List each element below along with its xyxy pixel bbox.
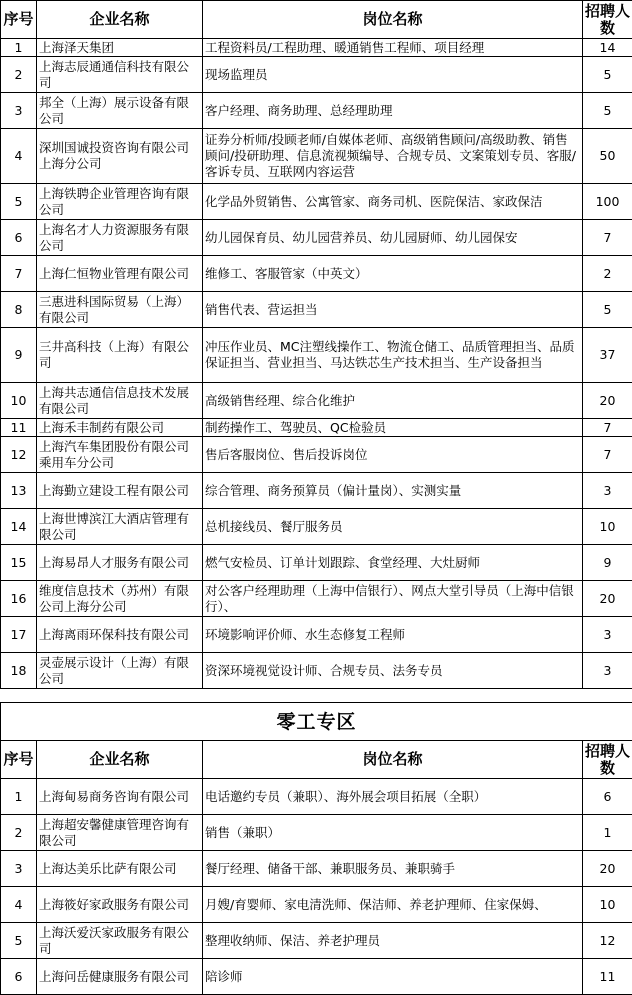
row-positions: 冲压作业员、MC注塑线操作工、物流仓储工、品质管理担当、品质保证担当、营业担当、马达铁芯生产技术担当、生产设备担当 <box>203 328 583 383</box>
row-positions: 现场监理员 <box>203 57 583 93</box>
header-seq: 序号 <box>1 1 37 39</box>
row-count: 6 <box>583 779 632 815</box>
table-row <box>1 419 632 437</box>
table-row <box>1 129 632 184</box>
gig-header-company: 企业名称 <box>37 741 203 779</box>
gig-table-header-row <box>1 741 632 779</box>
row-count: 7 <box>583 437 632 473</box>
section-title-row <box>1 703 632 741</box>
row-count: 7 <box>583 220 632 256</box>
row-seq: 4 <box>1 887 37 923</box>
row-positions: 销售（兼职） <box>203 815 583 851</box>
row-count: 2 <box>583 256 632 292</box>
row-count: 3 <box>583 617 632 653</box>
table-row <box>1 93 632 129</box>
table-row <box>1 39 632 57</box>
gig-header-position: 岗位名称 <box>203 741 583 779</box>
row-company: 灵壶展示设计（上海）有限公司 <box>37 653 203 689</box>
row-count: 11 <box>583 959 632 995</box>
row-positions: 对公客户经理助理（上海中信银行）、网点大堂引导员（上海中信银行）、 <box>203 581 583 617</box>
section-title: 零工专区 <box>1 703 632 741</box>
row-count: 1 <box>583 815 632 851</box>
table-row <box>1 184 632 220</box>
table-row <box>1 383 632 419</box>
row-company: 上海问岳健康服务有限公司 <box>37 959 203 995</box>
header-position: 岗位名称 <box>203 1 583 39</box>
row-positions: 工程资料员/工程助理、暖通销售工程师、项目经理 <box>203 39 583 57</box>
row-seq: 6 <box>1 959 37 995</box>
section-spacer <box>1 689 632 703</box>
row-company: 上海铁聘企业管理咨询有限公司 <box>37 184 203 220</box>
row-positions: 综合管理、商务预算员（偏计量岗）、实测实量 <box>203 473 583 509</box>
table-row <box>1 509 632 545</box>
row-company: 上海志辰通通信科技有限公司 <box>37 57 203 93</box>
row-count: 20 <box>583 383 632 419</box>
row-company: 上海沃爱沃家政服务有限公司 <box>37 923 203 959</box>
row-seq: 8 <box>1 292 37 328</box>
row-company: 三惠进科国际贸易（上海）有限公司 <box>37 292 203 328</box>
table-row <box>1 887 632 923</box>
header-count: 招聘人数 <box>583 1 632 39</box>
row-company: 上海达美乐比萨有限公司 <box>37 851 203 887</box>
row-count: 12 <box>583 923 632 959</box>
row-count: 3 <box>583 473 632 509</box>
row-company: 上海易昂人才服务有限公司 <box>37 545 203 581</box>
row-seq: 13 <box>1 473 37 509</box>
row-positions: 月嫂/育婴师、家电清洗师、保洁师、养老护理师、住家保姆、 <box>203 887 583 923</box>
row-count: 14 <box>583 39 632 57</box>
row-seq: 3 <box>1 93 37 129</box>
row-seq: 2 <box>1 57 37 93</box>
gig-header-count: 招聘人数 <box>583 741 632 779</box>
row-count: 10 <box>583 509 632 545</box>
row-count: 10 <box>583 887 632 923</box>
row-company: 上海禾丰制药有限公司 <box>37 419 203 437</box>
row-seq: 3 <box>1 851 37 887</box>
row-seq: 12 <box>1 437 37 473</box>
row-positions: 餐厅经理、储备干部、兼职服务员、兼职骑手 <box>203 851 583 887</box>
row-count: 20 <box>583 581 632 617</box>
row-positions: 维修工、客服管家（中英文） <box>203 256 583 292</box>
table-row <box>1 617 632 653</box>
row-company: 深圳国诚投资咨询有限公司上海分公司 <box>37 129 203 184</box>
row-positions: 售后客服岗位、售后投诉岗位 <box>203 437 583 473</box>
row-company: 上海勤立建设工程有限公司 <box>37 473 203 509</box>
row-company: 上海名才人力资源服务有限公司 <box>37 220 203 256</box>
row-company: 维度信息技术（苏州）有限公司上海分公司 <box>37 581 203 617</box>
row-company: 上海汽车集团股份有限公司乘用车分公司 <box>37 437 203 473</box>
row-company: 邦全（上海）展示设备有限公司 <box>37 93 203 129</box>
table-row <box>1 545 632 581</box>
row-count: 7 <box>583 419 632 437</box>
row-count: 50 <box>583 129 632 184</box>
row-company: 上海世博滨江大酒店管理有限公司 <box>37 509 203 545</box>
row-company: 上海离雨环保科技有限公司 <box>37 617 203 653</box>
row-positions: 幼儿园保育员、幼儿园营养员、幼儿园厨师、幼儿园保安 <box>203 220 583 256</box>
table-row <box>1 220 632 256</box>
row-company: 三井高科技（上海）有限公司 <box>37 328 203 383</box>
row-seq: 18 <box>1 653 37 689</box>
header-company: 企业名称 <box>37 1 203 39</box>
row-count: 9 <box>583 545 632 581</box>
row-count: 20 <box>583 851 632 887</box>
row-seq: 1 <box>1 39 37 57</box>
table-row <box>1 581 632 617</box>
row-company: 上海泽天集团 <box>37 39 203 57</box>
row-positions: 制药操作工、驾驶员、QC检验员 <box>203 419 583 437</box>
row-seq: 17 <box>1 617 37 653</box>
row-seq: 2 <box>1 815 37 851</box>
row-positions: 陪诊师 <box>203 959 583 995</box>
table-row <box>1 292 632 328</box>
table-row <box>1 437 632 473</box>
row-seq: 14 <box>1 509 37 545</box>
row-positions: 客户经理、商务助理、总经理助理 <box>203 93 583 129</box>
table-row <box>1 959 632 995</box>
table-row <box>1 473 632 509</box>
row-company: 上海共志通信信息技术发展有限公司 <box>37 383 203 419</box>
row-positions: 电话邀约专员（兼职）、海外展会项目拓展（全职） <box>203 779 583 815</box>
row-seq: 11 <box>1 419 37 437</box>
table-row <box>1 328 632 383</box>
table-row <box>1 653 632 689</box>
row-positions: 燃气安检员、订单计划跟踪、食堂经理、大灶厨师 <box>203 545 583 581</box>
row-positions: 总机接线员、餐厅服务员 <box>203 509 583 545</box>
row-seq: 5 <box>1 923 37 959</box>
row-positions: 环境影响评价师、水生态修复工程师 <box>203 617 583 653</box>
row-company: 上海筱好家政服务有限公司 <box>37 887 203 923</box>
row-positions: 销售代表、营运担当 <box>203 292 583 328</box>
row-seq: 7 <box>1 256 37 292</box>
row-seq: 5 <box>1 184 37 220</box>
row-company: 上海超安馨健康管理咨询有限公司 <box>37 815 203 851</box>
table-row <box>1 256 632 292</box>
row-seq: 4 <box>1 129 37 184</box>
row-positions: 资深环境视觉设计师、合规专员、法务专员 <box>203 653 583 689</box>
row-count: 37 <box>583 328 632 383</box>
row-count: 100 <box>583 184 632 220</box>
row-seq: 9 <box>1 328 37 383</box>
row-seq: 15 <box>1 545 37 581</box>
row-count: 5 <box>583 57 632 93</box>
table-row <box>1 923 632 959</box>
row-seq: 1 <box>1 779 37 815</box>
table-row <box>1 851 632 887</box>
row-count: 5 <box>583 93 632 129</box>
table-row <box>1 57 632 93</box>
row-count: 5 <box>583 292 632 328</box>
gig-header-seq: 序号 <box>1 741 37 779</box>
row-company: 上海甸易商务咨询有限公司 <box>37 779 203 815</box>
table-header-row <box>1 1 632 39</box>
row-positions: 化学品外贸销售、公寓管家、商务司机、医院保洁、家政保洁 <box>203 184 583 220</box>
row-positions: 证券分析师/投顾老师/自媒体老师、高级销售顾问/高级助教、销售顾问/投研助理、信息流视频编导、合规专员、文案策划专员、客服/客诉专员、互联网内容运营 <box>203 129 583 184</box>
row-positions: 整理收纳师、保洁、养老护理员 <box>203 923 583 959</box>
table-row <box>1 815 632 851</box>
row-company: 上海仁恒物业管理有限公司 <box>37 256 203 292</box>
row-seq: 10 <box>1 383 37 419</box>
row-seq: 6 <box>1 220 37 256</box>
row-seq: 16 <box>1 581 37 617</box>
table-row <box>1 779 632 815</box>
row-positions: 高级销售经理、综合化维护 <box>203 383 583 419</box>
row-count: 3 <box>583 653 632 689</box>
